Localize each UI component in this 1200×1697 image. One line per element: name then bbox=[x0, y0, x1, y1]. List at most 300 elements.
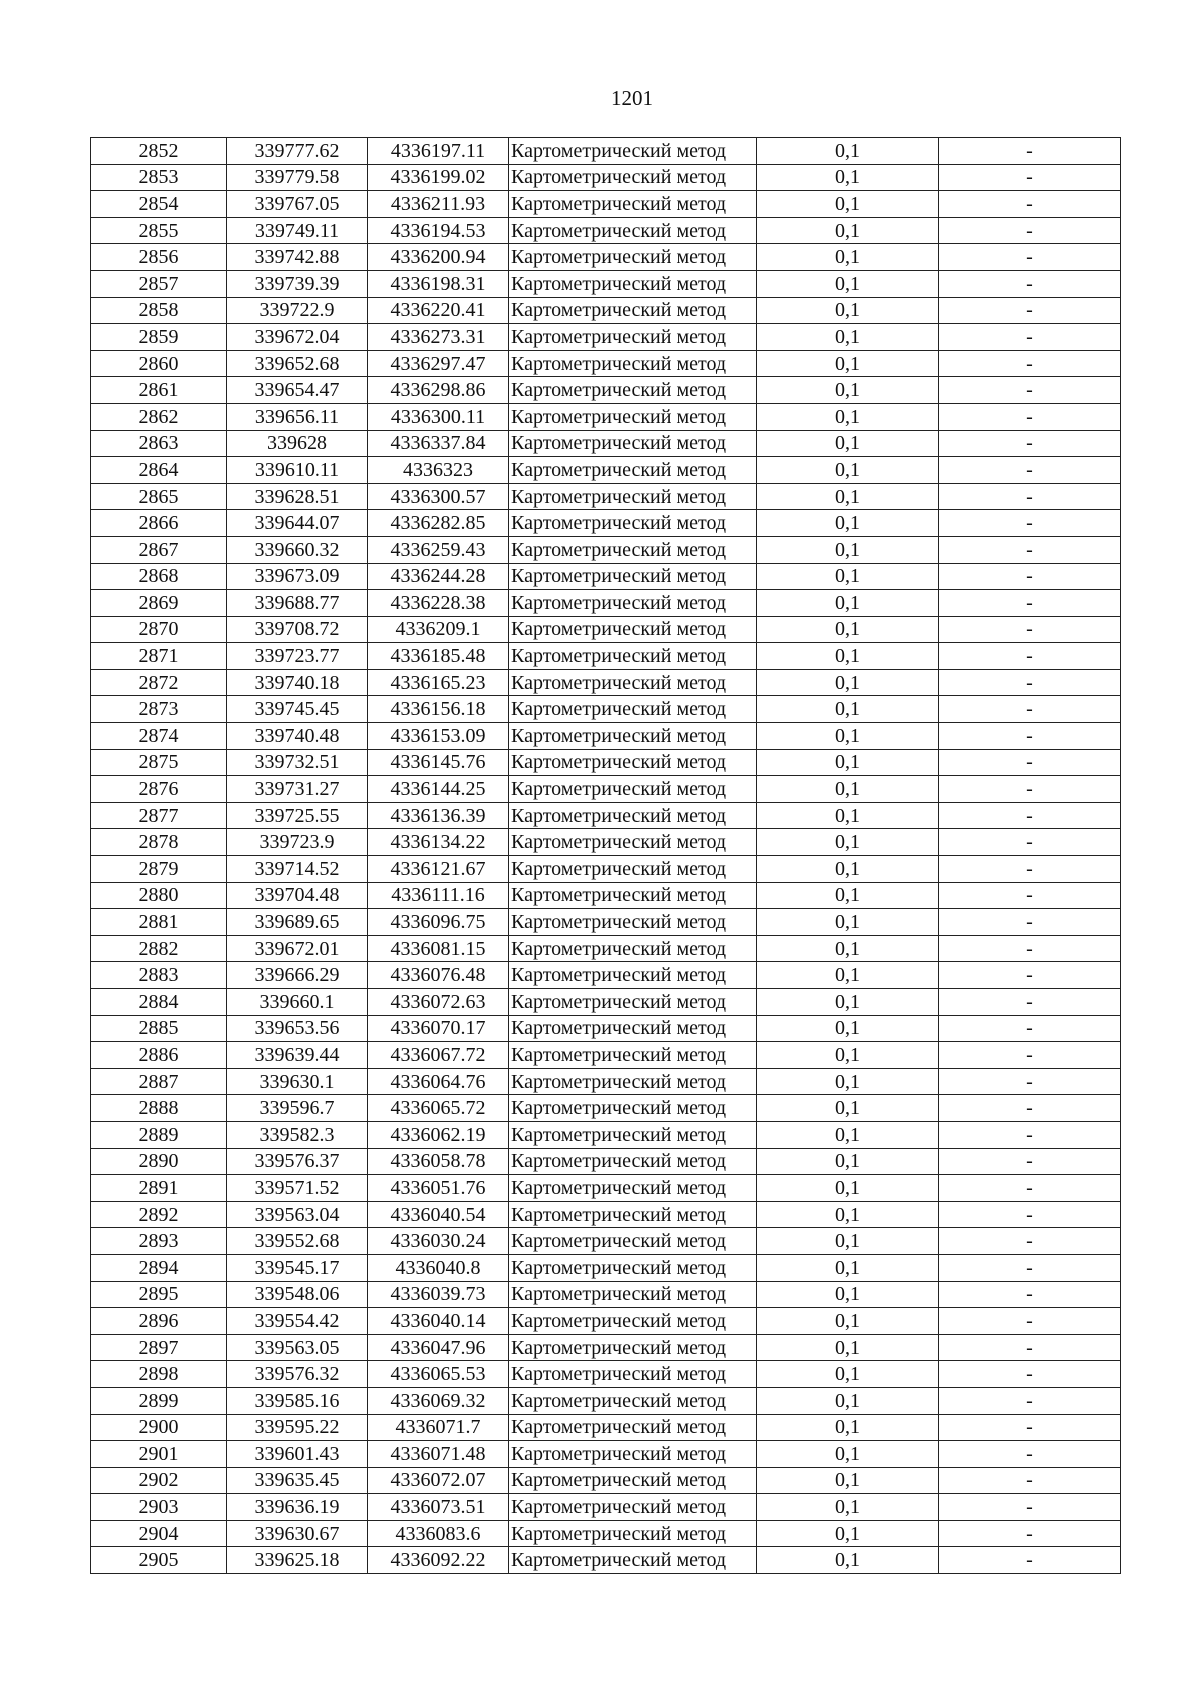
table-row bbox=[91, 802, 1121, 829]
point-number-cell: 2905 bbox=[91, 1547, 227, 1574]
description-cell: - bbox=[939, 430, 1121, 457]
y-coordinate-cell: 4336211.93 bbox=[368, 191, 509, 218]
method-cell: Картометрический метод bbox=[509, 856, 757, 883]
x-coordinate-cell: 339739.39 bbox=[227, 270, 368, 297]
y-coordinate-cell: 4336096.75 bbox=[368, 909, 509, 936]
description-cell: - bbox=[939, 270, 1121, 297]
description-cell: - bbox=[939, 403, 1121, 430]
point-number-cell: 2869 bbox=[91, 590, 227, 617]
x-coordinate-cell: 339660.1 bbox=[227, 989, 368, 1016]
method-cell: Картометрический метод bbox=[509, 377, 757, 404]
accuracy-cell: 0,1 bbox=[757, 1175, 939, 1202]
y-coordinate-cell: 4336300.11 bbox=[368, 403, 509, 430]
point-number-cell: 2864 bbox=[91, 457, 227, 484]
x-coordinate-cell: 339666.29 bbox=[227, 962, 368, 989]
point-number-cell: 2885 bbox=[91, 1015, 227, 1042]
point-number-cell: 2871 bbox=[91, 643, 227, 670]
description-cell: - bbox=[939, 563, 1121, 590]
y-coordinate-cell: 4336300.57 bbox=[368, 483, 509, 510]
description-cell: - bbox=[939, 483, 1121, 510]
accuracy-cell: 0,1 bbox=[757, 616, 939, 643]
method-cell: Картометрический метод bbox=[509, 191, 757, 218]
point-number-cell: 2881 bbox=[91, 909, 227, 936]
table-row bbox=[91, 1015, 1121, 1042]
accuracy-cell: 0,1 bbox=[757, 1148, 939, 1175]
point-number-cell: 2879 bbox=[91, 856, 227, 883]
y-coordinate-cell: 4336273.31 bbox=[368, 324, 509, 351]
y-coordinate-cell: 4336030.24 bbox=[368, 1228, 509, 1255]
x-coordinate-cell: 339714.52 bbox=[227, 856, 368, 883]
table-row bbox=[91, 536, 1121, 563]
x-coordinate-cell: 339635.45 bbox=[227, 1467, 368, 1494]
table-row bbox=[91, 457, 1121, 484]
method-cell: Картометрический метод bbox=[509, 802, 757, 829]
method-cell: Картометрический метод bbox=[509, 1175, 757, 1202]
description-cell: - bbox=[939, 1148, 1121, 1175]
description-cell: - bbox=[939, 217, 1121, 244]
description-cell: - bbox=[939, 1308, 1121, 1335]
description-cell: - bbox=[939, 749, 1121, 776]
description-cell: - bbox=[939, 1494, 1121, 1521]
method-cell: Картометрический метод bbox=[509, 643, 757, 670]
table-row bbox=[91, 164, 1121, 191]
table-row bbox=[91, 962, 1121, 989]
description-cell: - bbox=[939, 1042, 1121, 1069]
method-cell: Картометрический метод bbox=[509, 483, 757, 510]
accuracy-cell: 0,1 bbox=[757, 270, 939, 297]
accuracy-cell: 0,1 bbox=[757, 1228, 939, 1255]
description-cell: - bbox=[939, 1068, 1121, 1095]
x-coordinate-cell: 339660.32 bbox=[227, 536, 368, 563]
y-coordinate-cell: 4336199.02 bbox=[368, 164, 509, 191]
table-row bbox=[91, 1494, 1121, 1521]
accuracy-cell: 0,1 bbox=[757, 909, 939, 936]
method-cell: Картометрический метод bbox=[509, 1148, 757, 1175]
table-row bbox=[91, 776, 1121, 803]
table-row bbox=[91, 1068, 1121, 1095]
point-number-cell: 2902 bbox=[91, 1467, 227, 1494]
y-coordinate-cell: 4336072.07 bbox=[368, 1467, 509, 1494]
point-number-cell: 2887 bbox=[91, 1068, 227, 1095]
method-cell: Картометрический метод bbox=[509, 430, 757, 457]
y-coordinate-cell: 4336228.38 bbox=[368, 590, 509, 617]
method-cell: Картометрический метод bbox=[509, 324, 757, 351]
method-cell: Картометрический метод bbox=[509, 270, 757, 297]
table-row bbox=[91, 1042, 1121, 1069]
point-number-cell: 2858 bbox=[91, 297, 227, 324]
table-row bbox=[91, 1387, 1121, 1414]
table-row bbox=[91, 1095, 1121, 1122]
table-row bbox=[91, 616, 1121, 643]
point-number-cell: 2882 bbox=[91, 935, 227, 962]
y-coordinate-cell: 4336282.85 bbox=[368, 510, 509, 537]
table-row bbox=[91, 510, 1121, 537]
point-number-cell: 2903 bbox=[91, 1494, 227, 1521]
x-coordinate-cell: 339689.65 bbox=[227, 909, 368, 936]
x-coordinate-cell: 339652.68 bbox=[227, 350, 368, 377]
point-number-cell: 2889 bbox=[91, 1121, 227, 1148]
description-cell: - bbox=[939, 935, 1121, 962]
point-number-cell: 2886 bbox=[91, 1042, 227, 1069]
x-coordinate-cell: 339688.77 bbox=[227, 590, 368, 617]
x-coordinate-cell: 339595.22 bbox=[227, 1414, 368, 1441]
method-cell: Картометрический метод bbox=[509, 217, 757, 244]
x-coordinate-cell: 339742.88 bbox=[227, 244, 368, 271]
table-row bbox=[91, 138, 1121, 165]
x-coordinate-cell: 339596.7 bbox=[227, 1095, 368, 1122]
x-coordinate-cell: 339732.51 bbox=[227, 749, 368, 776]
description-cell: - bbox=[939, 138, 1121, 165]
y-coordinate-cell: 4336298.86 bbox=[368, 377, 509, 404]
accuracy-cell: 0,1 bbox=[757, 1334, 939, 1361]
description-cell: - bbox=[939, 510, 1121, 537]
x-coordinate-cell: 339625.18 bbox=[227, 1547, 368, 1574]
description-cell: - bbox=[939, 989, 1121, 1016]
x-coordinate-cell: 339585.16 bbox=[227, 1387, 368, 1414]
point-number-cell: 2868 bbox=[91, 563, 227, 590]
point-number-cell: 2880 bbox=[91, 882, 227, 909]
x-coordinate-cell: 339576.32 bbox=[227, 1361, 368, 1388]
description-cell: - bbox=[939, 191, 1121, 218]
y-coordinate-cell: 4336071.48 bbox=[368, 1441, 509, 1468]
coordinates-table bbox=[90, 137, 1121, 1574]
y-coordinate-cell: 4336144.25 bbox=[368, 776, 509, 803]
accuracy-cell: 0,1 bbox=[757, 457, 939, 484]
y-coordinate-cell: 4336069.32 bbox=[368, 1387, 509, 1414]
description-cell: - bbox=[939, 324, 1121, 351]
x-coordinate-cell: 339672.01 bbox=[227, 935, 368, 962]
x-coordinate-cell: 339767.05 bbox=[227, 191, 368, 218]
y-coordinate-cell: 4336065.72 bbox=[368, 1095, 509, 1122]
x-coordinate-cell: 339576.37 bbox=[227, 1148, 368, 1175]
accuracy-cell: 0,1 bbox=[757, 297, 939, 324]
y-coordinate-cell: 4336185.48 bbox=[368, 643, 509, 670]
x-coordinate-cell: 339630.1 bbox=[227, 1068, 368, 1095]
table-row bbox=[91, 1547, 1121, 1574]
description-cell: - bbox=[939, 1015, 1121, 1042]
description-cell: - bbox=[939, 1201, 1121, 1228]
accuracy-cell: 0,1 bbox=[757, 1361, 939, 1388]
y-coordinate-cell: 4336198.31 bbox=[368, 270, 509, 297]
accuracy-cell: 0,1 bbox=[757, 882, 939, 909]
y-coordinate-cell: 4336051.76 bbox=[368, 1175, 509, 1202]
x-coordinate-cell: 339654.47 bbox=[227, 377, 368, 404]
table-row bbox=[91, 217, 1121, 244]
table-row bbox=[91, 935, 1121, 962]
description-cell: - bbox=[939, 723, 1121, 750]
description-cell: - bbox=[939, 164, 1121, 191]
method-cell: Картометрический метод bbox=[509, 297, 757, 324]
method-cell: Картометрический метод bbox=[509, 1520, 757, 1547]
description-cell: - bbox=[939, 1121, 1121, 1148]
method-cell: Картометрический метод bbox=[509, 1387, 757, 1414]
point-number-cell: 2904 bbox=[91, 1520, 227, 1547]
x-coordinate-cell: 339708.72 bbox=[227, 616, 368, 643]
point-number-cell: 2863 bbox=[91, 430, 227, 457]
x-coordinate-cell: 339777.62 bbox=[227, 138, 368, 165]
table-row bbox=[91, 1467, 1121, 1494]
accuracy-cell: 0,1 bbox=[757, 696, 939, 723]
accuracy-cell: 0,1 bbox=[757, 164, 939, 191]
description-cell: - bbox=[939, 643, 1121, 670]
accuracy-cell: 0,1 bbox=[757, 1387, 939, 1414]
point-number-cell: 2870 bbox=[91, 616, 227, 643]
point-number-cell: 2875 bbox=[91, 749, 227, 776]
method-cell: Картометрический метод bbox=[509, 723, 757, 750]
y-coordinate-cell: 4336083.6 bbox=[368, 1520, 509, 1547]
table-row bbox=[91, 1281, 1121, 1308]
table-row bbox=[91, 350, 1121, 377]
point-number-cell: 2878 bbox=[91, 829, 227, 856]
accuracy-cell: 0,1 bbox=[757, 856, 939, 883]
table-row bbox=[91, 1334, 1121, 1361]
y-coordinate-cell: 4336073.51 bbox=[368, 1494, 509, 1521]
x-coordinate-cell: 339554.42 bbox=[227, 1308, 368, 1335]
point-number-cell: 2865 bbox=[91, 483, 227, 510]
accuracy-cell: 0,1 bbox=[757, 1015, 939, 1042]
description-cell: - bbox=[939, 1254, 1121, 1281]
point-number-cell: 2873 bbox=[91, 696, 227, 723]
description-cell: - bbox=[939, 590, 1121, 617]
y-coordinate-cell: 4336081.15 bbox=[368, 935, 509, 962]
x-coordinate-cell: 339740.18 bbox=[227, 669, 368, 696]
x-coordinate-cell: 339723.9 bbox=[227, 829, 368, 856]
point-number-cell: 2897 bbox=[91, 1334, 227, 1361]
description-cell: - bbox=[939, 1281, 1121, 1308]
y-coordinate-cell: 4336197.11 bbox=[368, 138, 509, 165]
accuracy-cell: 0,1 bbox=[757, 483, 939, 510]
table-row bbox=[91, 669, 1121, 696]
description-cell: - bbox=[939, 1361, 1121, 1388]
x-coordinate-cell: 339630.67 bbox=[227, 1520, 368, 1547]
point-number-cell: 2867 bbox=[91, 536, 227, 563]
method-cell: Картометрический метод bbox=[509, 749, 757, 776]
description-cell: - bbox=[939, 909, 1121, 936]
coordinates-table-body bbox=[91, 138, 1121, 1574]
table-row bbox=[91, 909, 1121, 936]
x-coordinate-cell: 339644.07 bbox=[227, 510, 368, 537]
accuracy-cell: 0,1 bbox=[757, 217, 939, 244]
point-number-cell: 2900 bbox=[91, 1414, 227, 1441]
accuracy-cell: 0,1 bbox=[757, 723, 939, 750]
table-row bbox=[91, 483, 1121, 510]
point-number-cell: 2876 bbox=[91, 776, 227, 803]
x-coordinate-cell: 339610.11 bbox=[227, 457, 368, 484]
y-coordinate-cell: 4336040.8 bbox=[368, 1254, 509, 1281]
table-row bbox=[91, 1520, 1121, 1547]
description-cell: - bbox=[939, 297, 1121, 324]
method-cell: Картометрический метод bbox=[509, 1095, 757, 1122]
method-cell: Картометрический метод bbox=[509, 1308, 757, 1335]
point-number-cell: 2891 bbox=[91, 1175, 227, 1202]
point-number-cell: 2855 bbox=[91, 217, 227, 244]
x-coordinate-cell: 339628 bbox=[227, 430, 368, 457]
point-number-cell: 2896 bbox=[91, 1308, 227, 1335]
y-coordinate-cell: 4336121.67 bbox=[368, 856, 509, 883]
method-cell: Картометрический метод bbox=[509, 244, 757, 271]
accuracy-cell: 0,1 bbox=[757, 1547, 939, 1574]
point-number-cell: 2866 bbox=[91, 510, 227, 537]
x-coordinate-cell: 339656.11 bbox=[227, 403, 368, 430]
point-number-cell: 2857 bbox=[91, 270, 227, 297]
x-coordinate-cell: 339722.9 bbox=[227, 297, 368, 324]
method-cell: Картометрический метод bbox=[509, 696, 757, 723]
accuracy-cell: 0,1 bbox=[757, 510, 939, 537]
point-number-cell: 2890 bbox=[91, 1148, 227, 1175]
description-cell: - bbox=[939, 1228, 1121, 1255]
method-cell: Картометрический метод bbox=[509, 1361, 757, 1388]
description-cell: - bbox=[939, 1387, 1121, 1414]
accuracy-cell: 0,1 bbox=[757, 350, 939, 377]
method-cell: Картометрический метод bbox=[509, 457, 757, 484]
accuracy-cell: 0,1 bbox=[757, 403, 939, 430]
point-number-cell: 2888 bbox=[91, 1095, 227, 1122]
x-coordinate-cell: 339628.51 bbox=[227, 483, 368, 510]
x-coordinate-cell: 339571.52 bbox=[227, 1175, 368, 1202]
accuracy-cell: 0,1 bbox=[757, 1467, 939, 1494]
y-coordinate-cell: 4336071.7 bbox=[368, 1414, 509, 1441]
y-coordinate-cell: 4336156.18 bbox=[368, 696, 509, 723]
point-number-cell: 2859 bbox=[91, 324, 227, 351]
description-cell: - bbox=[939, 776, 1121, 803]
accuracy-cell: 0,1 bbox=[757, 1441, 939, 1468]
x-coordinate-cell: 339723.77 bbox=[227, 643, 368, 670]
accuracy-cell: 0,1 bbox=[757, 669, 939, 696]
method-cell: Картометрический метод bbox=[509, 1254, 757, 1281]
method-cell: Картометрический метод bbox=[509, 1228, 757, 1255]
table-row bbox=[91, 696, 1121, 723]
accuracy-cell: 0,1 bbox=[757, 829, 939, 856]
description-cell: - bbox=[939, 669, 1121, 696]
accuracy-cell: 0,1 bbox=[757, 989, 939, 1016]
point-number-cell: 2893 bbox=[91, 1228, 227, 1255]
point-number-cell: 2862 bbox=[91, 403, 227, 430]
x-coordinate-cell: 339653.56 bbox=[227, 1015, 368, 1042]
table-row bbox=[91, 191, 1121, 218]
table-row bbox=[91, 563, 1121, 590]
method-cell: Картометрический метод bbox=[509, 935, 757, 962]
y-coordinate-cell: 4336058.78 bbox=[368, 1148, 509, 1175]
point-number-cell: 2861 bbox=[91, 377, 227, 404]
x-coordinate-cell: 339545.17 bbox=[227, 1254, 368, 1281]
description-cell: - bbox=[939, 962, 1121, 989]
y-coordinate-cell: 4336134.22 bbox=[368, 829, 509, 856]
method-cell: Картометрический метод bbox=[509, 1121, 757, 1148]
page-number: 1201 bbox=[611, 86, 653, 110]
method-cell: Картометрический метод bbox=[509, 616, 757, 643]
method-cell: Картометрический метод bbox=[509, 138, 757, 165]
y-coordinate-cell: 4336337.84 bbox=[368, 430, 509, 457]
accuracy-cell: 0,1 bbox=[757, 643, 939, 670]
description-cell: - bbox=[939, 829, 1121, 856]
accuracy-cell: 0,1 bbox=[757, 1042, 939, 1069]
y-coordinate-cell: 4336092.22 bbox=[368, 1547, 509, 1574]
y-coordinate-cell: 4336070.17 bbox=[368, 1015, 509, 1042]
method-cell: Картометрический метод bbox=[509, 536, 757, 563]
x-coordinate-cell: 339639.44 bbox=[227, 1042, 368, 1069]
point-number-cell: 2854 bbox=[91, 191, 227, 218]
method-cell: Картометрический метод bbox=[509, 350, 757, 377]
description-cell: - bbox=[939, 350, 1121, 377]
accuracy-cell: 0,1 bbox=[757, 1281, 939, 1308]
y-coordinate-cell: 4336065.53 bbox=[368, 1361, 509, 1388]
description-cell: - bbox=[939, 1467, 1121, 1494]
x-coordinate-cell: 339582.3 bbox=[227, 1121, 368, 1148]
y-coordinate-cell: 4336047.96 bbox=[368, 1334, 509, 1361]
accuracy-cell: 0,1 bbox=[757, 802, 939, 829]
table-row bbox=[91, 882, 1121, 909]
accuracy-cell: 0,1 bbox=[757, 590, 939, 617]
accuracy-cell: 0,1 bbox=[757, 1201, 939, 1228]
table-row bbox=[91, 324, 1121, 351]
method-cell: Картометрический метод bbox=[509, 882, 757, 909]
method-cell: Картометрический метод bbox=[509, 1068, 757, 1095]
y-coordinate-cell: 4336153.09 bbox=[368, 723, 509, 750]
x-coordinate-cell: 339636.19 bbox=[227, 1494, 368, 1521]
y-coordinate-cell: 4336039.73 bbox=[368, 1281, 509, 1308]
method-cell: Картометрический метод bbox=[509, 1015, 757, 1042]
x-coordinate-cell: 339552.68 bbox=[227, 1228, 368, 1255]
y-coordinate-cell: 4336323 bbox=[368, 457, 509, 484]
point-number-cell: 2853 bbox=[91, 164, 227, 191]
table-row bbox=[91, 1175, 1121, 1202]
method-cell: Картометрический метод bbox=[509, 1467, 757, 1494]
y-coordinate-cell: 4336072.63 bbox=[368, 989, 509, 1016]
point-number-cell: 2884 bbox=[91, 989, 227, 1016]
method-cell: Картометрический метод bbox=[509, 1201, 757, 1228]
y-coordinate-cell: 4336062.19 bbox=[368, 1121, 509, 1148]
x-coordinate-cell: 339745.45 bbox=[227, 696, 368, 723]
table-row bbox=[91, 749, 1121, 776]
accuracy-cell: 0,1 bbox=[757, 935, 939, 962]
point-number-cell: 2892 bbox=[91, 1201, 227, 1228]
accuracy-cell: 0,1 bbox=[757, 191, 939, 218]
y-coordinate-cell: 4336040.54 bbox=[368, 1201, 509, 1228]
accuracy-cell: 0,1 bbox=[757, 430, 939, 457]
point-number-cell: 2860 bbox=[91, 350, 227, 377]
table-row bbox=[91, 1148, 1121, 1175]
description-cell: - bbox=[939, 1414, 1121, 1441]
accuracy-cell: 0,1 bbox=[757, 1520, 939, 1547]
point-number-cell: 2874 bbox=[91, 723, 227, 750]
y-coordinate-cell: 4336111.16 bbox=[368, 882, 509, 909]
method-cell: Картометрический метод bbox=[509, 1494, 757, 1521]
table-row bbox=[91, 643, 1121, 670]
accuracy-cell: 0,1 bbox=[757, 1414, 939, 1441]
table-row bbox=[91, 403, 1121, 430]
point-number-cell: 2898 bbox=[91, 1361, 227, 1388]
y-coordinate-cell: 4336040.14 bbox=[368, 1308, 509, 1335]
description-cell: - bbox=[939, 244, 1121, 271]
method-cell: Картометрический метод bbox=[509, 563, 757, 590]
description-cell: - bbox=[939, 1175, 1121, 1202]
description-cell: - bbox=[939, 377, 1121, 404]
accuracy-cell: 0,1 bbox=[757, 1308, 939, 1335]
description-cell: - bbox=[939, 696, 1121, 723]
description-cell: - bbox=[939, 856, 1121, 883]
method-cell: Картометрический метод bbox=[509, 1414, 757, 1441]
x-coordinate-cell: 339563.04 bbox=[227, 1201, 368, 1228]
table-row bbox=[91, 723, 1121, 750]
table-row bbox=[91, 829, 1121, 856]
table-row bbox=[91, 1441, 1121, 1468]
x-coordinate-cell: 339731.27 bbox=[227, 776, 368, 803]
y-coordinate-cell: 4336165.23 bbox=[368, 669, 509, 696]
point-number-cell: 2877 bbox=[91, 802, 227, 829]
description-cell: - bbox=[939, 1095, 1121, 1122]
method-cell: Картометрический метод bbox=[509, 776, 757, 803]
accuracy-cell: 0,1 bbox=[757, 563, 939, 590]
